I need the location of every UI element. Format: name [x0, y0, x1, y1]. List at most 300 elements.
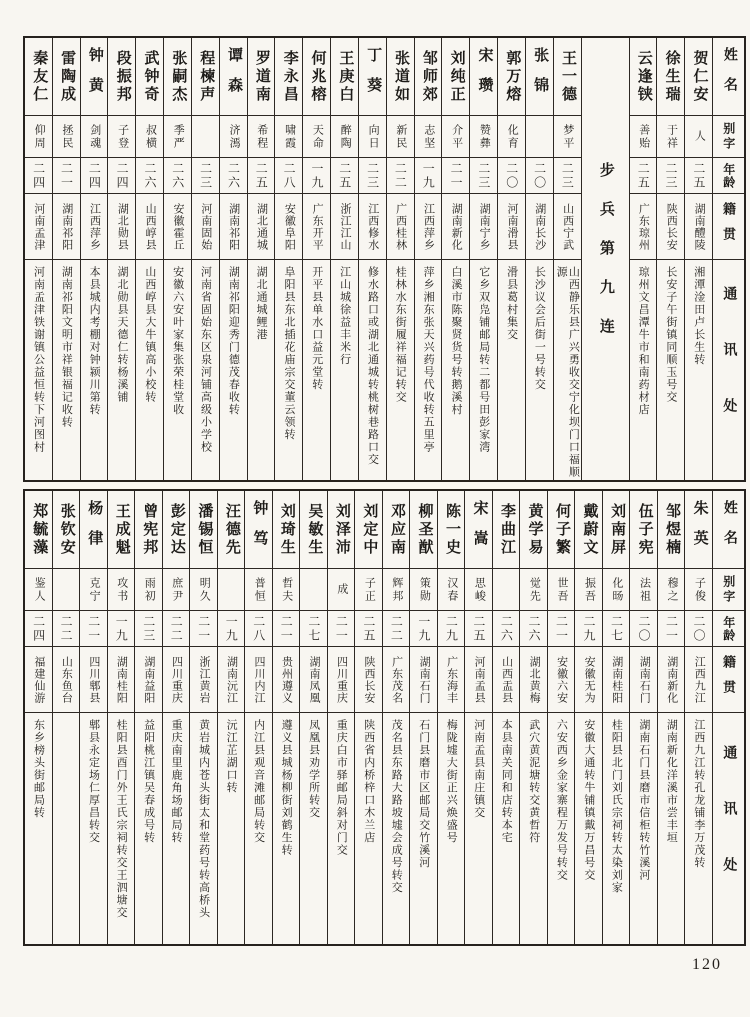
person-column [464, 491, 492, 944]
alias-cell [300, 569, 327, 611]
origin-text: 河南滑县 [505, 202, 518, 251]
alias-cell [328, 569, 355, 611]
alias-text: 明久 [198, 576, 211, 603]
person-column [80, 38, 108, 480]
age-text: 二九 [581, 614, 596, 643]
origin-cell [300, 647, 327, 713]
alias-text: 新民 [394, 123, 407, 150]
alias-cell [108, 116, 135, 158]
age-cell [192, 158, 219, 194]
age-cell [328, 611, 355, 647]
contact-text: 阜阳县东北插花庙宗交董云领转 [282, 266, 295, 441]
name-cell [248, 38, 275, 116]
contact-cell [410, 713, 437, 944]
contact-cell [630, 713, 657, 944]
alias-cell [220, 116, 247, 158]
alias-cell [470, 116, 497, 158]
origin-text: 湖南宁乡 [478, 202, 491, 251]
company-section-label: 步兵第九连 [597, 161, 614, 357]
contact-text: 通讯处 [721, 286, 737, 454]
origin-cell [245, 647, 272, 713]
origin-text: 湖南桂阳 [115, 655, 128, 704]
origin-text: 贵州遵义 [280, 655, 293, 704]
alias-text: 普恒 [253, 576, 266, 603]
origin-cell [359, 194, 386, 260]
alias-text: 介平 [450, 123, 463, 150]
alias-cell [108, 569, 135, 611]
name-cell [135, 491, 162, 569]
origin-text: 浙江黄岩 [197, 655, 210, 704]
age-text: 二四 [87, 161, 102, 190]
name-cell [163, 491, 190, 569]
origin-cell [136, 194, 163, 260]
origin-cell [658, 647, 685, 713]
origin-text: 湖南醴陵 [693, 202, 706, 251]
age-cell [575, 611, 602, 647]
age-text: 二一 [196, 614, 211, 643]
contact-text: 河南孟县南庄镇交 [472, 719, 485, 819]
age-text: 二六 [499, 614, 514, 643]
age-cell [164, 158, 191, 194]
alias-cell [548, 569, 575, 611]
age-text: 二二 [169, 614, 184, 643]
contact-text: 东乡榜头街邮局转 [32, 719, 45, 819]
contact-cell [355, 713, 382, 944]
age-text: 二二 [393, 161, 408, 190]
origin-text: 江西修水 [366, 202, 379, 251]
origin-text: 湖南益阳 [142, 655, 155, 704]
age-text: 二九 [444, 614, 459, 643]
person-column [358, 38, 386, 480]
contact-cell [387, 260, 414, 480]
name-cell [303, 38, 330, 116]
alias-cell [685, 116, 712, 158]
alias-text: 叔横 [144, 123, 157, 150]
name-cell [220, 38, 247, 116]
contact-text: 湖北通城鲤港 [255, 266, 268, 341]
person-column [629, 491, 657, 944]
origin-cell [163, 647, 190, 713]
contact-text: 武穴黄泥塘转交黄哲符 [527, 719, 540, 844]
origin-cell [493, 647, 520, 713]
alias-cell [438, 569, 465, 611]
age-cell [415, 158, 442, 194]
contact-cell [713, 260, 744, 480]
age-cell [248, 158, 275, 194]
age-cell [136, 158, 163, 194]
alias-text: 志坚 [422, 123, 435, 150]
contact-text: 沅江芷湖口转 [225, 719, 238, 794]
person-column [525, 38, 553, 480]
alias-cell [190, 569, 217, 611]
name-cell [387, 38, 414, 116]
origin-cell [220, 194, 247, 260]
contact-cell [554, 260, 581, 480]
contact-text: 本县南关同和店转本宅 [500, 719, 513, 844]
alias-text: 季严 [172, 123, 185, 150]
name-text: 段振邦 [114, 49, 131, 104]
person-column [25, 491, 52, 944]
origin-cell [248, 194, 275, 260]
origin-cell [575, 647, 602, 713]
origin-text: 河南孟县 [473, 655, 486, 704]
alias-text: 策勋 [418, 576, 431, 603]
origin-text: 湖南凤凰 [308, 655, 321, 704]
age-cell [603, 611, 630, 647]
age-cell [383, 611, 410, 647]
name-text: 刘琦生 [278, 502, 295, 557]
age-text: 一九 [114, 614, 129, 643]
name-cell [713, 38, 744, 116]
origin-cell [630, 194, 657, 260]
age-cell [713, 611, 744, 647]
page-number: 120 [692, 956, 722, 973]
name-text: 秦友仁 [31, 49, 48, 104]
age-text: 二六 [142, 161, 157, 190]
alias-cell [383, 569, 410, 611]
name-cell [383, 491, 410, 569]
alias-text: 穆之 [666, 576, 678, 603]
person-column [247, 38, 275, 480]
alias-cell [387, 116, 414, 158]
person-column [330, 38, 358, 480]
origin-text: 四川内江 [252, 655, 265, 704]
contact-text: 江西九江转孔龙铺李万茂转 [692, 719, 705, 869]
age-text: 二一 [449, 161, 464, 190]
alias-cell [245, 569, 272, 611]
contact-text: 长安子午街镇同顺玉号交 [664, 266, 677, 404]
alias-cell [164, 116, 191, 158]
contact-cell [383, 713, 410, 944]
alias-cell [465, 569, 492, 611]
name-text: 吴敏生 [306, 502, 323, 557]
origin-text: 湖南桂阳 [610, 655, 623, 704]
age-text: 二一 [664, 614, 679, 643]
age-text: 一九 [421, 161, 436, 190]
alias-cell [498, 116, 525, 158]
age-text: 二五 [691, 161, 706, 190]
contact-text: 萍乡湘东张天兴药号代收转五里亭 [422, 266, 435, 454]
alias-cell [630, 116, 657, 158]
contact-cell [220, 260, 247, 480]
name-text: 彭定达 [168, 502, 185, 557]
age-cell [554, 158, 581, 194]
contact-cell [108, 713, 135, 944]
alias-cell [135, 569, 162, 611]
alias-cell [526, 116, 553, 158]
origin-text: 陕西长安 [665, 202, 678, 251]
origin-cell [713, 194, 744, 260]
age-cell [438, 611, 465, 647]
alias-text: 向日 [367, 123, 380, 150]
age-text: 二六 [226, 161, 241, 190]
person-column [657, 491, 685, 944]
name-cell [53, 491, 80, 569]
age-cell [410, 611, 437, 647]
alias-text: 子登 [116, 123, 129, 150]
age-cell [630, 611, 657, 647]
origin-text: 湖北黄梅 [528, 655, 541, 704]
contact-cell [331, 260, 358, 480]
contact-text: 它乡双凫铺邮局转二都号田彭家湾 [477, 266, 490, 454]
contact-text: 凤凰县劝学所转交 [307, 719, 320, 819]
age-cell [520, 611, 547, 647]
contact-cell [218, 713, 245, 944]
age-text: 二一 [279, 614, 294, 643]
age-text: 一九 [309, 161, 324, 190]
name-cell [658, 491, 685, 569]
contact-text: 河南省固始东区泉河铺高级小学校 [199, 266, 212, 454]
age-text: 二七 [306, 614, 321, 643]
age-cell [53, 611, 80, 647]
name-cell [442, 38, 469, 116]
person-column [52, 38, 80, 480]
contact-cell [164, 260, 191, 480]
origin-text: 湖南祁阳 [60, 202, 73, 251]
name-cell [245, 491, 272, 569]
age-cell [163, 611, 190, 647]
age-text: 二五 [471, 614, 486, 643]
origin-text: 湖南沅江 [225, 655, 238, 704]
origin-cell [273, 647, 300, 713]
alias-text: 别字 [721, 121, 736, 152]
name-cell [25, 38, 52, 116]
origin-cell [355, 647, 382, 713]
person-column [437, 491, 465, 944]
alias-cell [25, 116, 52, 158]
age-cell [548, 611, 575, 647]
header-column [712, 38, 744, 480]
person-column [219, 38, 247, 480]
origin-cell [135, 647, 162, 713]
age-cell [81, 158, 108, 194]
contact-cell [713, 713, 744, 944]
name-text: 宋嵩 [471, 499, 488, 560]
alias-text: 汉春 [445, 576, 458, 603]
contact-text: 六安西乡金家寨程万发号转交 [555, 719, 568, 882]
name-text: 丁葵 [365, 46, 382, 107]
name-cell [526, 38, 553, 116]
alias-text: 世吾 [555, 576, 568, 603]
person-column [191, 38, 219, 480]
alias-text: 哲夫 [280, 576, 293, 603]
age-cell [218, 611, 245, 647]
origin-cell [713, 647, 744, 713]
name-text: 程楝声 [198, 49, 215, 104]
contact-text: 重庆南里鹿角场邮局转 [170, 719, 183, 844]
person-column [519, 491, 547, 944]
age-text: 二五 [254, 161, 269, 190]
age-text: 二一 [59, 161, 74, 190]
alias-text: 醉陶 [339, 123, 352, 150]
contact-text: 滑县葛村集交 [505, 266, 518, 341]
alias-cell [303, 116, 330, 158]
age-text: 二二 [59, 614, 74, 643]
alias-cell [415, 116, 442, 158]
name-text: 王庚白 [337, 49, 354, 104]
name-text: 何子繁 [554, 502, 571, 557]
person-column [574, 491, 602, 944]
contact-cell [630, 260, 657, 480]
contact-text: 修水路口或湖北通城转桃树巷路口交 [366, 266, 379, 466]
name-cell [520, 491, 547, 569]
roster-table-top [23, 36, 746, 482]
person-column [469, 38, 497, 480]
age-cell [303, 158, 330, 194]
person-column [299, 491, 327, 944]
contact-cell [658, 713, 685, 944]
age-cell [387, 158, 414, 194]
name-cell [630, 38, 657, 116]
name-text: 曾宪邦 [141, 502, 158, 557]
origin-cell [520, 647, 547, 713]
name-cell [657, 38, 684, 116]
origin-cell [685, 647, 712, 713]
contact-text: 安徽大通转牛铺镇戴万昌号交 [582, 719, 595, 882]
contact-cell [415, 260, 442, 480]
origin-cell [603, 647, 630, 713]
alias-cell [520, 569, 547, 611]
name-cell [603, 491, 630, 569]
origin-cell [415, 194, 442, 260]
contact-cell [328, 713, 355, 944]
age-text: 二一 [86, 614, 101, 643]
name-cell [415, 38, 442, 116]
age-text: 二六 [526, 614, 541, 643]
alias-text: 子俊 [693, 576, 706, 603]
contact-cell [603, 713, 630, 944]
contact-text: 内江县观音滩邮局转交 [252, 719, 265, 844]
name-text: 王一德 [559, 49, 576, 104]
contact-text: 益阳桃江镇吴春成号转 [142, 719, 155, 844]
contact-cell [470, 260, 497, 480]
alias-cell [493, 569, 520, 611]
origin-cell [80, 647, 107, 713]
contact-cell [248, 260, 275, 480]
name-cell [218, 491, 245, 569]
name-text: 李曲江 [499, 502, 515, 557]
age-cell [470, 158, 497, 194]
name-text: 邹师郊 [420, 49, 437, 104]
contact-cell [81, 260, 108, 480]
name-cell [355, 491, 382, 569]
name-text: 姓名 [721, 499, 737, 560]
alias-cell [273, 569, 300, 611]
alias-text: 啸霞 [283, 123, 296, 150]
alias-cell [713, 569, 744, 611]
contact-cell [275, 260, 302, 480]
person-column [409, 491, 437, 944]
origin-cell [108, 194, 135, 260]
age-cell [657, 158, 684, 194]
origin-text: 湖北通城 [255, 202, 268, 251]
contact-text: 湖南石门县磨市信柜转竹溪河 [637, 719, 650, 882]
origin-text: 浙江江山 [338, 202, 351, 251]
age-text: 二七 [609, 614, 624, 643]
alias-text: 天命 [311, 123, 324, 150]
origin-text: 四川重庆 [335, 655, 348, 704]
contact-cell [192, 260, 219, 480]
name-text: 邓应南 [388, 502, 405, 557]
origin-text: 河南固始 [199, 202, 212, 251]
name-cell [300, 491, 327, 569]
origin-cell [685, 194, 712, 260]
alias-cell [80, 569, 107, 611]
alias-cell [81, 116, 108, 158]
origin-cell [554, 194, 581, 260]
origin-text: 湖南长沙 [533, 202, 546, 251]
contact-cell [359, 260, 386, 480]
contact-cell [438, 713, 465, 944]
person-column [497, 38, 525, 480]
age-text: 二六 [170, 161, 185, 190]
contact-text: 湖北勋县天德仁转杨溪铺 [116, 266, 128, 404]
name-text: 谭森 [226, 46, 243, 107]
name-text: 黄学易 [526, 502, 543, 557]
contact-cell [163, 713, 190, 944]
name-text: 张锦 [532, 46, 549, 107]
origin-text: 安徽六安 [555, 655, 568, 704]
age-text: 二三 [198, 161, 213, 190]
age-text: 二五 [361, 614, 376, 643]
origin-cell [657, 194, 684, 260]
age-cell [465, 611, 492, 647]
contact-cell [80, 713, 107, 944]
alias-text: 庶尹 [170, 576, 183, 603]
alias-text: 子正 [363, 576, 376, 603]
name-cell [190, 491, 217, 569]
origin-text: 四川郫县 [87, 655, 100, 704]
person-column [684, 491, 712, 944]
alias-text: 化育 [506, 123, 519, 150]
name-text: 宋瓒 [476, 46, 493, 107]
alias-text: 化旸 [610, 576, 623, 603]
name-text: 戴蔚文 [581, 502, 598, 557]
name-cell [192, 38, 219, 116]
person-column [302, 38, 330, 480]
alias-text: 鉴人 [33, 576, 46, 603]
name-cell [25, 491, 52, 569]
origin-text: 安徽霍丘 [172, 202, 184, 251]
origin-text: 广东海丰 [445, 655, 458, 704]
alias-text: 剑魂 [88, 123, 101, 150]
person-column [134, 491, 162, 944]
person-column [327, 491, 355, 944]
name-text: 钟黄 [86, 46, 103, 107]
name-cell [80, 491, 107, 569]
name-cell [630, 491, 657, 569]
contact-text: 茂名县东路大路坡墟会成号转交 [390, 719, 403, 894]
name-cell [493, 491, 520, 569]
age-text: 二三 [141, 614, 156, 643]
contact-cell [135, 713, 162, 944]
name-text: 汪德先 [223, 502, 240, 557]
origin-cell [526, 194, 553, 260]
contact-cell [548, 713, 575, 944]
person-column [492, 491, 520, 944]
person-column [382, 491, 410, 944]
name-cell [328, 491, 355, 569]
name-text: 云逢铗 [635, 49, 652, 104]
person-column [441, 38, 469, 480]
origin-text: 湖南祁阳 [227, 202, 240, 251]
alias-cell [218, 569, 245, 611]
contact-text: 河南孟津铁谢镇公益恒转下河图村 [32, 266, 45, 454]
age-text: 二三 [365, 161, 380, 190]
name-cell [108, 38, 135, 116]
age-text: 年龄 [721, 615, 736, 642]
name-cell [53, 38, 80, 116]
